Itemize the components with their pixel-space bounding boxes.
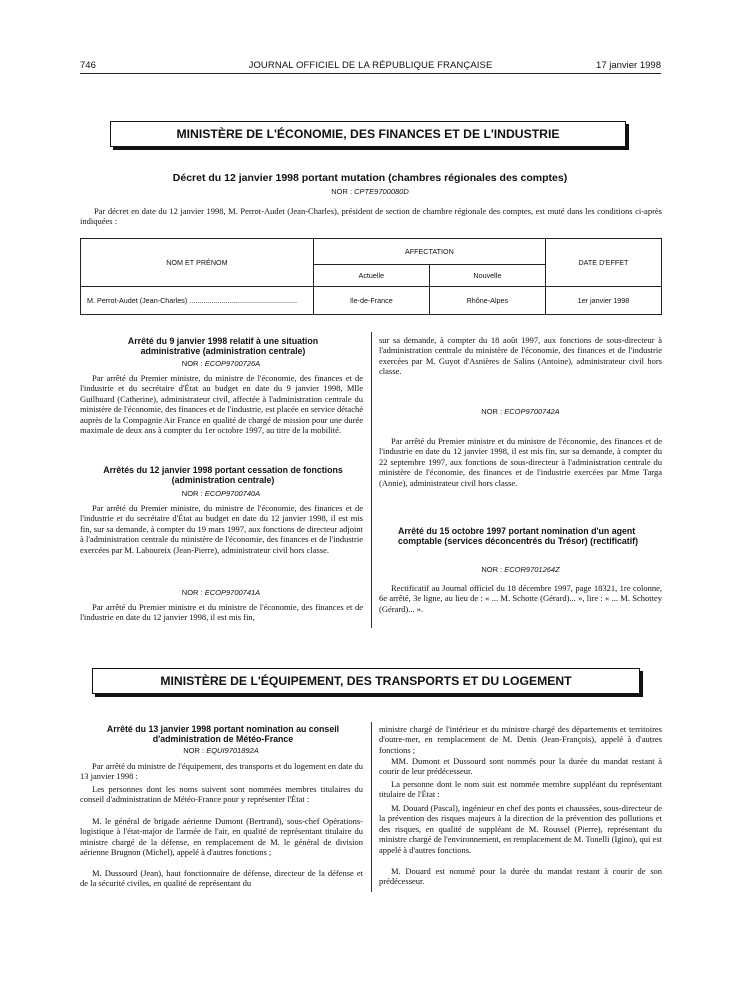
- column-divider: [371, 332, 372, 628]
- arrete3-body: Rectificatif au Journal officiel du 18 décembre 1997, page 18321, 1re colonne, 6e arrêté, 3e ligne, au lieu de : « ... M. Schotte (Gérard)... », lire : « ... M. Schottey (Gérard)... ».: [379, 583, 662, 614]
- affectation-table: [80, 238, 662, 315]
- page-header: [80, 56, 661, 72]
- arrete4-p1: Par arrêté du ministre de l'équipement, des transports et du logement en date du 13 janvier 1998 :: [80, 761, 363, 782]
- arrete1-body: Par arrêté du Premier ministre, du ministre de l'économie, des finances et de l'industrie et du secrétaire d'État au budget en date du 9 janvier 1998, Mlle Guilhuard (Catherine), administrateur civil, affectée à l'administration centrale du ministère de l'économie, des finances et de l'industrie, est placée en service détaché auprès de la Compagnie Air France en qualité de chargé de mission pour une durée maximale de deux ans à compter du 1er octobre 1997, au titre de la mobilité.: [80, 373, 363, 436]
- ministry-banner-text: MINISTÈRE DE L'ÉCONOMIE, DES FINANCES ET DE L'INDUSTRIE: [176, 127, 560, 141]
- arrete4-p8: M. Douard (Pascal), ingénieur en chef des ponts et chaussées, sous-directeur de la prévention des risques majeurs à la direction de la prévention des pollutions et des risques, en qualité de suppléant de M. Roussel (Pierre), représentant du ministre chargé de l'environnement, en remplacement de M. Tonelli (Igino), qui est appelé à d'autres fonctions.: [379, 803, 662, 855]
- decret-title: Décret du 12 janvier 1998 portant mutation (chambres régionales des comptes): [172, 172, 568, 184]
- col-nouvelle-header: Nouvelle: [429, 265, 545, 287]
- col-name-header: NOM ET PRÉNOM: [81, 239, 314, 287]
- ministry-banner-text: MINISTÈRE DE L'ÉQUIPEMENT, DES TRANSPORTS ET DU LOGEMENT: [160, 674, 572, 688]
- col-date-header: DATE D'EFFET: [545, 239, 661, 287]
- arrete4-p3: M. le général de brigade aérienne Dumont (Bertrand), sous-chef Opérations-logistique à l'état-major de l'armée de l'air, en qualité de représentant titulaire du ministre chargé de la défense, en remplacement de M. le général de division aérienne Brugnon (Michel), appelé à d'autres fonctions ;: [80, 816, 363, 858]
- col-affectation-header: AFFECTATION: [313, 239, 545, 265]
- arrete2-body2: Par arrêté du Premier ministre et du ministre de l'économie, des finances et de l'industrie en date du 12 janvier 1998, il est mis fin,: [80, 602, 363, 623]
- arrete2-title: Arrêtés du 12 janvier 1998 portant cessation de fonctions (administration centrale): [103, 465, 343, 485]
- nor-code: ECOR9701264Z: [504, 565, 560, 574]
- row-date: 1er janvier 1998: [545, 287, 661, 315]
- nor-code: ECOP9700741A: [204, 588, 261, 597]
- arrete4-title: Arrêté du 13 janvier 1998 portant nomination au conseil d'administration de Météo-France: [106, 724, 340, 744]
- row-actuelle: Ile-de-France: [313, 287, 429, 315]
- decret-body: Par décret en date du 12 janvier 1998, M. Perrot-Audet (Jean-Charles), président de section de chambre régionale des comptes, est muté dans les conditions ci-après indiquées :: [80, 206, 662, 227]
- row-nouvelle: Rhône-Alpes: [429, 287, 545, 315]
- arrete2-nor: NOR : ECOP9700740A: [181, 489, 261, 498]
- arrete4-p6: MM. Dumont et Dussourd sont nommés pour la durée du mandat restant à courir de leur prédécesseur.: [379, 756, 662, 777]
- arrete1-nor: NOR : ECOP9700726A: [181, 359, 261, 368]
- decret-nor: [90, 187, 650, 196]
- arrete4-p4: M. Dussourd (Jean), haut fonctionnaire de défense, directeur de la défense et de la sécurité civiles, en qualité de représentant du: [80, 868, 363, 889]
- arrete4-nor: NOR : EQUI9701892A: [183, 746, 259, 755]
- nor-code: CPTE9700080D: [354, 187, 409, 196]
- arrete2-body: Par arrêté du Premier ministre, du ministre de l'économie, des finances et de l'industrie et du secrétaire d'État au budget en date du 12 janvier 1998, il est mis fin, sur sa demande, à compter du 19 mars 1997, aux fonctions de directeur adjoint à l'administration centrale du ministère de l'économie, des finances et de l'industrie exercées par M. Laboureix (Jean-Pierre), administrateur civil hors classe.: [80, 503, 363, 555]
- arrete4-p2: Les personnes dont les noms suivent sont nommées membres titulaires du conseil d'administration de Météo-France pour y représenter l'État :: [80, 784, 363, 805]
- column-divider-2: [371, 722, 372, 892]
- row-name: M. Perrot-Audet (Jean-Charles) ......................................................: [81, 287, 314, 315]
- arrete3-title: Arrêté du 15 octobre 1997 portant nomination d'un agent comptable (services déconcentrés du Trésor) (rectificatif): [398, 526, 639, 546]
- arrete4-p7: La personne dont le nom suit est nommée membre suppléant du représentant titulaire de l'État :: [379, 779, 662, 800]
- nor-code: ECOP9700740A: [204, 489, 261, 498]
- page-number: 746: [80, 60, 96, 71]
- arrete2-nor2: NOR : ECOP9700741A: [181, 588, 261, 597]
- col-actuelle-header: Actuelle: [313, 265, 429, 287]
- journal-title: JOURNAL OFFICIEL DE LA RÉPUBLIQUE FRANÇAISE: [248, 60, 493, 71]
- arrete3-nor: NOR : ECOR9701264Z: [481, 565, 560, 574]
- nor-code: EQUI9701892A: [206, 746, 259, 755]
- arrete4-p9: M. Douard est nommé pour la durée du mandat restant à courir de son prédécesseur.: [379, 866, 662, 887]
- header-rule: [80, 73, 661, 74]
- arrete2-body2-continued: sur sa demande, à compter du 18 août 1997, aux fonctions de sous-directeur à l'administration centrale du ministère de l'économie, des finances et de l'industrie exercées par M. Guyot d'Asnières de Salins (Antoine), administrateur civil hors classe.: [379, 335, 662, 377]
- arrete2-nor3: NOR : ECOP9700742A: [481, 407, 560, 416]
- ministry-banner-economie: [110, 121, 626, 147]
- arrete4-p5: ministre chargé de l'intérieur et du ministre chargé des départements et territoires d'outre-mer, en remplacement de M. Denis (Jean-François), appelé à d'autres fonctions ;: [379, 724, 662, 755]
- nor-prefix: NOR :: [331, 187, 355, 196]
- nor-code: ECOP9700726A: [204, 359, 261, 368]
- nor-code: ECOP9700742A: [504, 407, 560, 416]
- arrete2-body3: Par arrêté du Premier ministre et du ministre de l'économie, des finances et de l'industrie en date du 12 janvier 1998, il est mis fin, sur sa demande, à compter du 22 septembre 1997, aux fonctions de sous-directeur à l'administration centrale du ministère de l'économie, des finances et de l'industrie exercées par Mme Targa (Annie), administrateur civil hors classe.: [379, 436, 662, 488]
- ministry-banner-equipement: [92, 668, 640, 694]
- arrete1-title: Arrêté du 9 janvier 1998 relatif à une situation administrative (administration centrale): [127, 336, 319, 356]
- issue-date: 17 janvier 1998: [596, 60, 661, 71]
